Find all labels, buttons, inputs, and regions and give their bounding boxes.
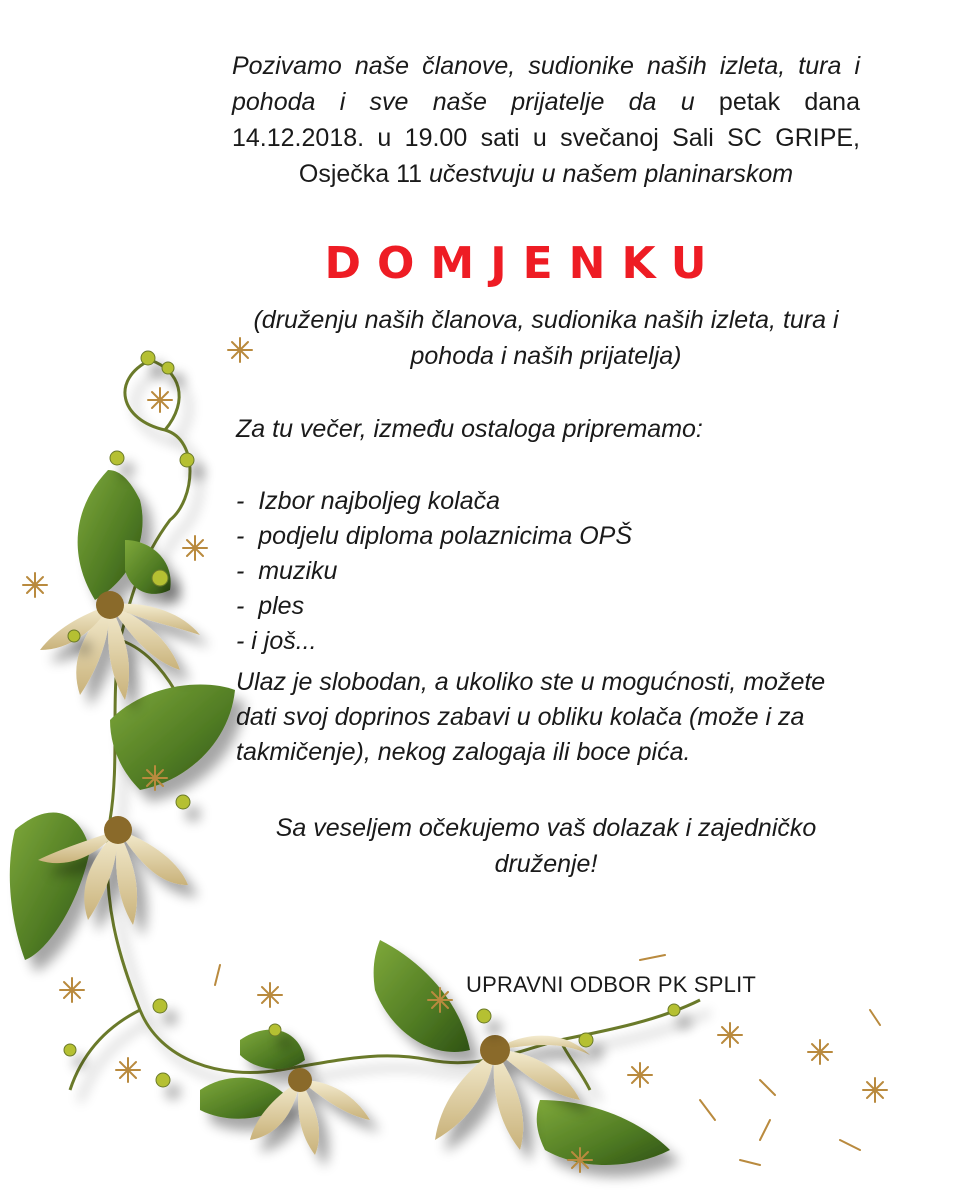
intro-line-3: 14.12.2018. u 19.00 sati u svečanoj Sali SC GRIPE, xyxy=(232,124,860,152)
closing-message: Sa veseljem očekujemo vaš dolazak i zajedničko druženje! xyxy=(275,814,817,878)
program-list xyxy=(236,484,632,659)
intro-line-1: Pozivamo naše članove, sudionike naših izleta, tura i xyxy=(232,52,860,80)
program-intro: Za tu večer, između ostaloga pripremamo: xyxy=(236,415,703,443)
list-item: - podjelu diploma polaznicima OPŠ xyxy=(236,522,633,550)
list-item: - ples xyxy=(236,592,305,620)
intro-line-2: pohoda i sve naše prijatelje da u petak dana xyxy=(232,88,860,116)
event-title: DOMJENKU xyxy=(324,238,723,289)
entry-note: Ulaz je slobodan, a ukoliko ste u mogućnosti, možete dati svoj doprinos zabavi u obliku kolača (može i za takmičenje), nekog zalogaja ili boce pića. xyxy=(236,668,826,766)
intro-line-4: Osječka 11 učestvuju u našem planinarskom xyxy=(298,160,794,188)
signature: UPRAVNI ODBOR PK SPLIT xyxy=(466,972,757,997)
list-item: - Izbor najboljeg kolača xyxy=(236,487,501,515)
list-item: - i još... xyxy=(236,627,317,655)
list-item: - muziku xyxy=(236,557,338,585)
event-subtitle: (druženju naših članova, sudionika naših izleta, tura i pohoda i naših prijatelja) xyxy=(253,306,839,370)
intro-paragraph xyxy=(232,48,860,192)
